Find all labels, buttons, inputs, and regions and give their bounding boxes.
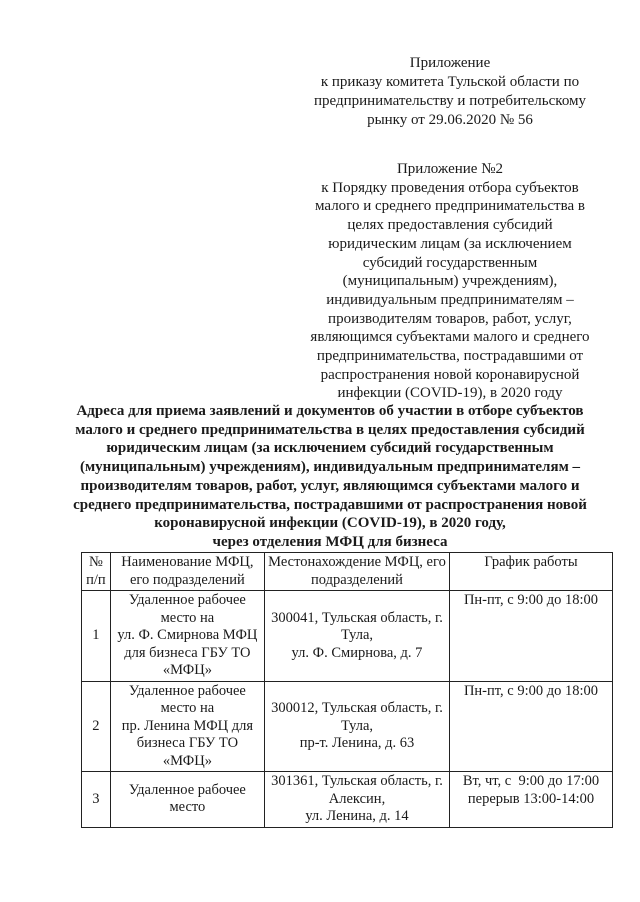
name-line: бизнеса ГБУ ТО: [136, 735, 239, 751]
appendix-2-line: юридическим лицам (за исключением: [328, 235, 572, 252]
row-address: [265, 772, 450, 828]
name-line: Удаленное рабочее: [128, 781, 246, 798]
title-line: малого и среднего предпринимательства в целях предоставления субсидий: [75, 421, 585, 438]
table-row: [82, 772, 613, 828]
address-line: Тула,: [340, 627, 374, 643]
name-line: пр. Ленина МФЦ для: [121, 717, 254, 734]
name-line: Удаленное рабочее: [128, 682, 246, 699]
row-mfc-name: [110, 772, 264, 828]
name-line: место: [169, 799, 206, 816]
appendix-2-header: [300, 160, 600, 403]
row-schedule: [449, 681, 612, 772]
address-line: 301361, Тульская область, г.: [271, 773, 443, 789]
name-line: «МФЦ»: [162, 662, 212, 678]
header-schedule: [449, 553, 612, 591]
header-number: [82, 553, 111, 591]
title-line: коронавирусной инфекции (COVID-19), в 2020 году,: [154, 515, 506, 532]
address-line: Алексин,: [328, 790, 386, 807]
title-line: среднего предпринимательства, пострадавшими от распространения новой: [73, 496, 587, 513]
document-title: [40, 402, 620, 552]
appendix-2-line: субсидий государственным: [362, 254, 538, 271]
table-header-row: [82, 553, 613, 591]
appendix-1-line: Приложение: [409, 55, 491, 71]
header-mfc-name-line: Наименование МФЦ,: [121, 554, 254, 570]
appendix-2-line: инфекции (COVID-19), в 2020 году: [337, 385, 563, 402]
header-number-line: п/п: [86, 571, 106, 588]
row-schedule: [449, 772, 612, 828]
appendix-2-line: являющимся субъектами малого и среднего: [310, 329, 590, 346]
appendix-2-line: распространения новой коронавирусной: [320, 366, 580, 383]
schedule-line: Пн-пт, с 9:00 до 18:00: [463, 682, 599, 699]
name-line: место на: [160, 700, 215, 716]
address-line: 300041, Тульская область, г.: [271, 609, 443, 626]
appendix-1-line: предпринимательству и потребительскому: [313, 93, 587, 109]
title-line: юридическим лицам (за исключением субсидий государственным: [106, 440, 554, 457]
appendix-2-line: малого и среднего предпринимательства в: [315, 198, 585, 215]
name-line: для бизнеса ГБУ ТО: [124, 644, 251, 661]
appendix-2-line: к Порядку проведения отбора субъектов: [321, 179, 579, 196]
appendix-2-line: (муниципальным) учреждениям),: [342, 273, 558, 290]
schedule-line: перерыв 13:00-14:00: [467, 790, 595, 807]
name-line: «МФЦ»: [162, 752, 212, 769]
title-line: Адреса для приема заявлений и документов об участии в отборе субъектов: [76, 403, 584, 419]
schedule-line: Вт, чт, с 9:00 до 17:00: [462, 773, 600, 789]
header-schedule-line: График работы: [484, 554, 578, 570]
header-location-line: Местонахождение МФЦ, его: [268, 554, 446, 570]
address-line: ул. Ленина, д. 14: [305, 808, 409, 824]
address-line: Тула,: [340, 717, 374, 734]
address-line: пр-т. Ленина, д. 63: [299, 735, 415, 751]
title-line: через отделения МФЦ для бизнеса: [212, 533, 448, 550]
address-line: ул. Ф. Смирнова, д. 7: [291, 644, 423, 661]
table-row: [82, 591, 613, 682]
appendix-1-line: рынку от 29.06.2020 № 56: [367, 112, 533, 128]
header-location-line: подразделений: [311, 571, 403, 588]
row-mfc-name: [110, 591, 264, 682]
mfc-addresses-table: [81, 552, 613, 828]
row-address: [265, 591, 450, 682]
row-mfc-name: [110, 681, 264, 772]
name-line: ул. Ф. Смирнова МФЦ: [117, 627, 258, 643]
row-number: 2: [82, 681, 111, 772]
table-row: [82, 681, 613, 772]
header-mfc-name: [110, 553, 264, 591]
header-mfc-name-line: его подразделений: [129, 571, 245, 588]
address-line: 300012, Тульская область, г.: [271, 700, 443, 716]
appendix-2-line: предпринимательства, пострадавшими от: [316, 348, 584, 365]
row-number: 1: [82, 591, 111, 682]
appendix-2-line: индивидуальным предпринимателям –: [326, 291, 574, 308]
title-line: (муниципальным) учреждениям), индивидуальным предпринимателям –: [79, 459, 581, 476]
header-number-line: №: [88, 554, 103, 570]
appendix-1-line: к приказу комитета Тульской области по: [320, 74, 580, 90]
schedule-line: Пн-пт, с 9:00 до 18:00: [463, 592, 599, 608]
appendix-1-header: [300, 54, 600, 130]
appendix-2-line: производителям товаров, работ, услуг,: [328, 310, 572, 327]
title-line: производителям товаров, работ, услуг, являющимся субъектами малого и: [80, 477, 580, 494]
name-line: место на: [160, 609, 215, 626]
row-address: [265, 681, 450, 772]
name-line: Удаленное рабочее: [128, 592, 246, 608]
appendix-2-line: Приложение №2: [396, 161, 504, 177]
row-number: 3: [82, 772, 111, 828]
header-location: [265, 553, 450, 591]
appendix-2-line: целях предоставления субсидий: [347, 217, 553, 234]
row-schedule: [449, 591, 612, 682]
